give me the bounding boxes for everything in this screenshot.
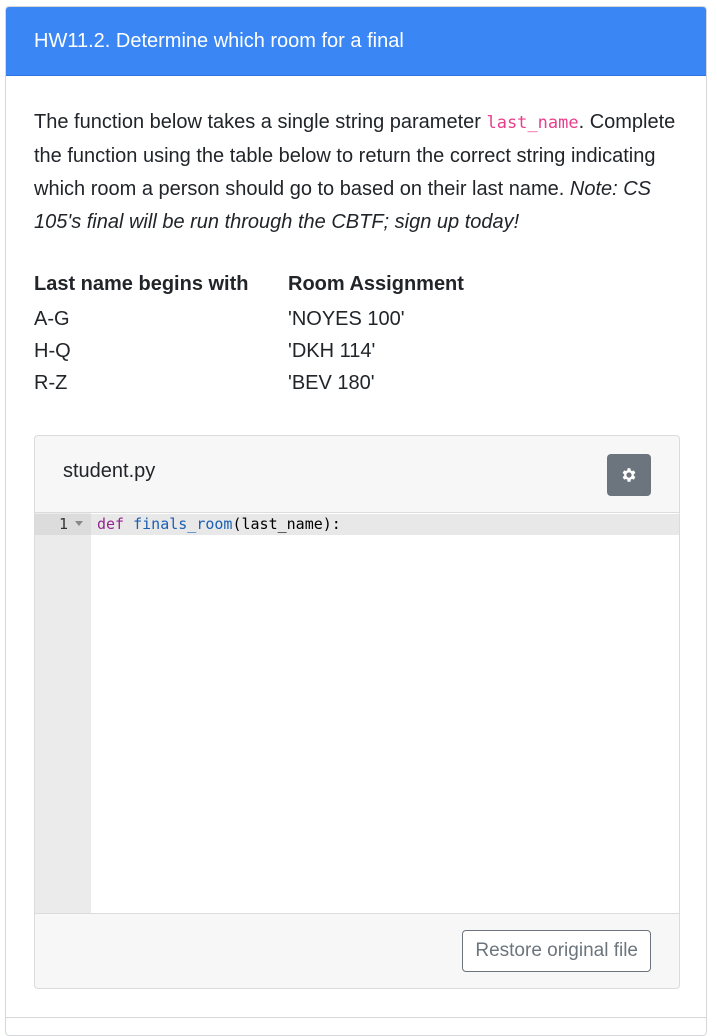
code-editor-area[interactable] bbox=[35, 512, 679, 914]
gear-icon bbox=[620, 466, 638, 484]
table-row bbox=[34, 367, 478, 399]
table-header-row bbox=[34, 269, 478, 303]
param-code: last_name bbox=[486, 113, 579, 133]
question-card bbox=[5, 6, 707, 1036]
table-header-room: Room Assignment bbox=[288, 272, 464, 295]
table-cell-range: R-Z bbox=[34, 371, 68, 394]
question-body bbox=[6, 76, 706, 399]
editor-gutter bbox=[35, 513, 91, 913]
editor-filename: student.py bbox=[63, 460, 156, 482]
editor-settings-button[interactable] bbox=[607, 454, 651, 496]
question-prompt bbox=[34, 106, 684, 239]
code-editor-panel bbox=[34, 435, 680, 989]
prompt-note: Note: CS 105's final will be run through the CBTF; sign up today! bbox=[34, 178, 652, 233]
table-row bbox=[34, 335, 478, 367]
table-cell-room: 'DKH 114' bbox=[288, 339, 376, 362]
code-params: (last_name): bbox=[232, 515, 341, 533]
editor-header bbox=[35, 436, 679, 512]
room-assignment-table bbox=[34, 269, 478, 399]
prompt-text-start: The function below takes a single string parameter bbox=[34, 111, 487, 133]
table-header-last-name: Last name begins with bbox=[34, 272, 249, 295]
question-title: HW11.2. Determine which room for a final bbox=[6, 7, 706, 76]
fold-arrow-icon[interactable] bbox=[75, 521, 83, 526]
line-number: 1 bbox=[59, 515, 69, 533]
code-line[interactable] bbox=[97, 514, 341, 535]
table-row bbox=[34, 303, 478, 335]
card-divider bbox=[6, 1017, 707, 1018]
table-cell-room: 'BEV 180' bbox=[288, 371, 375, 394]
table-cell-range: H-Q bbox=[34, 339, 71, 362]
restore-original-file-button[interactable]: Restore original file bbox=[462, 930, 651, 972]
code-function-name: finals_room bbox=[133, 515, 233, 533]
prompt-text-end: . Complete the function using the table below to return the correct string indicating which room a person should go to based on their last name. bbox=[34, 111, 676, 200]
code-keyword: def bbox=[97, 515, 125, 533]
table-cell-range: A-G bbox=[34, 307, 70, 330]
table-cell-room: 'NOYES 100' bbox=[288, 307, 405, 330]
